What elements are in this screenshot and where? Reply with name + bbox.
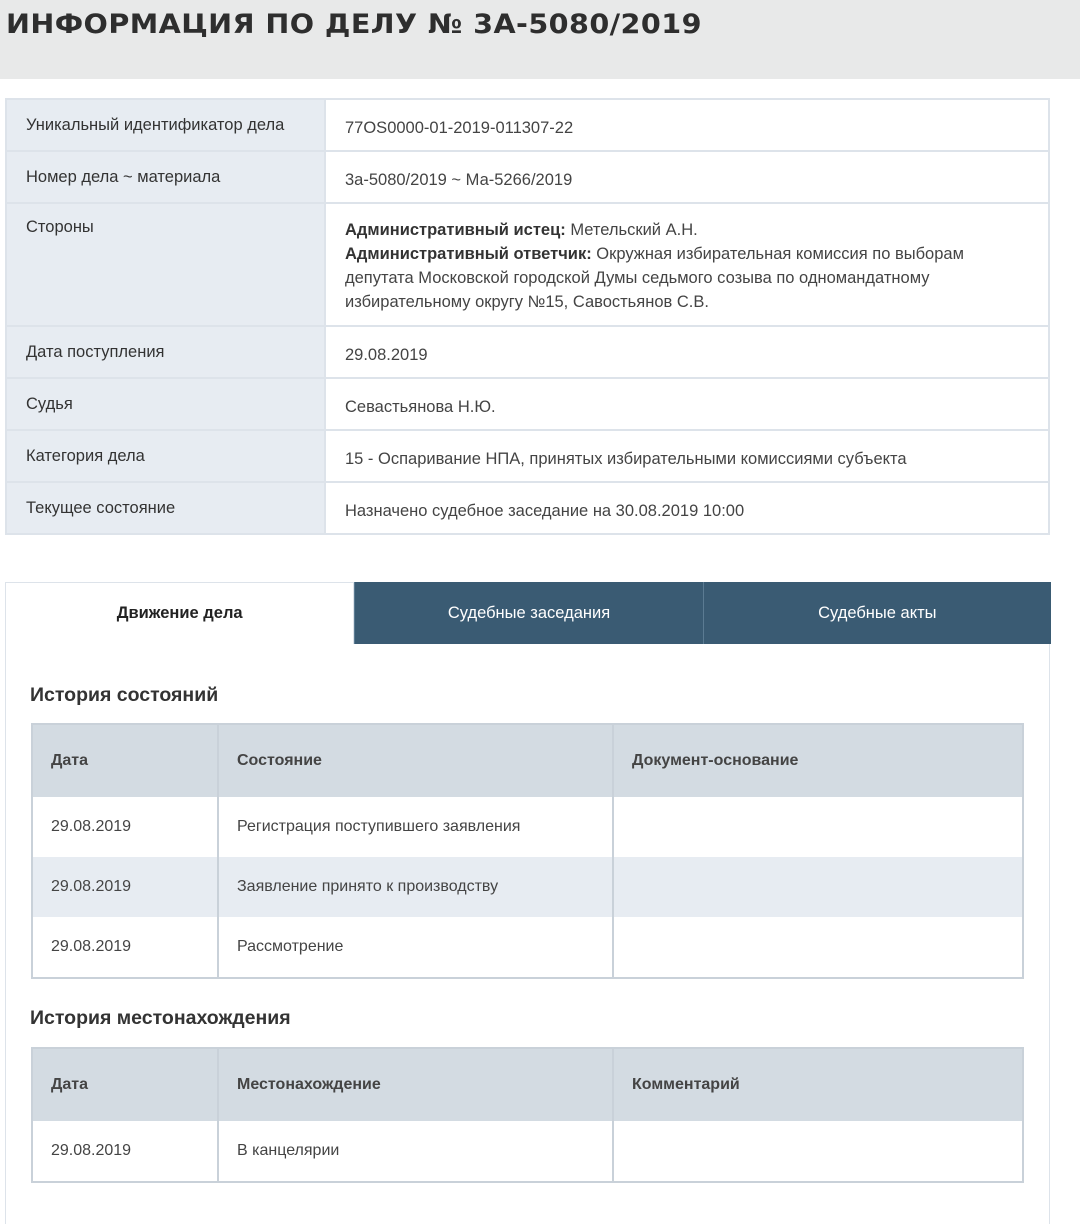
info-label: Категория дела [6, 430, 325, 482]
table-row [32, 917, 1023, 978]
plaintiff-value: Метельский А.Н. [570, 221, 698, 239]
info-row-judge [6, 378, 1049, 430]
cell-document [613, 857, 1023, 917]
defendant-label: Административный ответчик: [345, 245, 592, 263]
column-header: Дата [32, 1048, 218, 1121]
table-header-row [32, 1048, 1023, 1121]
cell-date: 29.08.2019 [32, 1121, 218, 1182]
page-title: ИНФОРМАЦИЯ ПО ДЕЛУ № 3А-5080/2019 [6, 9, 702, 40]
info-row-category [6, 430, 1049, 482]
parties-value [325, 203, 1049, 326]
info-row-parties [6, 203, 1049, 326]
info-row-date [6, 326, 1049, 378]
case-tabs [5, 582, 1051, 644]
table-row [32, 857, 1023, 917]
info-row-status [6, 482, 1049, 534]
table-row [32, 797, 1023, 857]
plaintiff-label: Административный истец: [345, 221, 566, 239]
page-header [0, 0, 1080, 79]
info-label: Текущее состояние [6, 482, 325, 534]
info-label: Дата поступления [6, 326, 325, 378]
tab-case-movement[interactable]: Движение дела [5, 582, 354, 644]
table-row [32, 1121, 1023, 1182]
info-value: 3а-5080/2019 ~ Ма-5266/2019 [325, 151, 1049, 203]
case-info-table [5, 98, 1050, 535]
column-header: Дата [32, 724, 218, 797]
tab-court-sessions[interactable]: Судебные заседания [354, 582, 702, 644]
column-header: Состояние [218, 724, 613, 797]
cell-status: Регистрация поступившего заявления [218, 797, 613, 857]
info-label: Уникальный идентификатор дела [6, 99, 325, 151]
info-value: Севастьянова Н.Ю. [325, 378, 1049, 430]
cell-document [613, 917, 1023, 978]
cell-document [613, 797, 1023, 857]
info-row-uid [6, 99, 1049, 151]
info-label: Судья [6, 378, 325, 430]
status-history-table [31, 723, 1024, 979]
table-header-row [32, 724, 1023, 797]
column-header: Документ-основание [613, 724, 1023, 797]
defendant-value: Окружная избирательная комиссия по выборам депутата Московской городской Думы седьмого созыва по одномандатному избирательному округу №15, Савостьянов С.В. [345, 245, 964, 311]
cell-date: 29.08.2019 [32, 917, 218, 978]
info-row-case-number [6, 151, 1049, 203]
column-header: Комментарий [613, 1048, 1023, 1121]
info-value: Назначено судебное заседание на 30.08.2019 10:00 [325, 482, 1049, 534]
location-history-table [31, 1047, 1024, 1183]
location-history-title: История местонахождения [30, 1007, 291, 1029]
info-label: Стороны [6, 203, 325, 326]
info-value: 15 - Оспаривание НПА, принятых избирательными комиссиями субъекта [325, 430, 1049, 482]
status-history-title: История состояний [30, 684, 219, 706]
cell-location: В канцелярии [218, 1121, 613, 1182]
column-header: Местонахождение [218, 1048, 613, 1121]
cell-status: Рассмотрение [218, 917, 613, 978]
info-value: 77OS0000-01-2019-011307-22 [325, 99, 1049, 151]
info-value: 29.08.2019 [325, 326, 1049, 378]
cell-comment [613, 1121, 1023, 1182]
cell-date: 29.08.2019 [32, 797, 218, 857]
cell-date: 29.08.2019 [32, 857, 218, 917]
info-label: Номер дела ~ материала [6, 151, 325, 203]
tab-court-acts[interactable]: Судебные акты [703, 582, 1051, 644]
cell-status: Заявление принято к производству [218, 857, 613, 917]
